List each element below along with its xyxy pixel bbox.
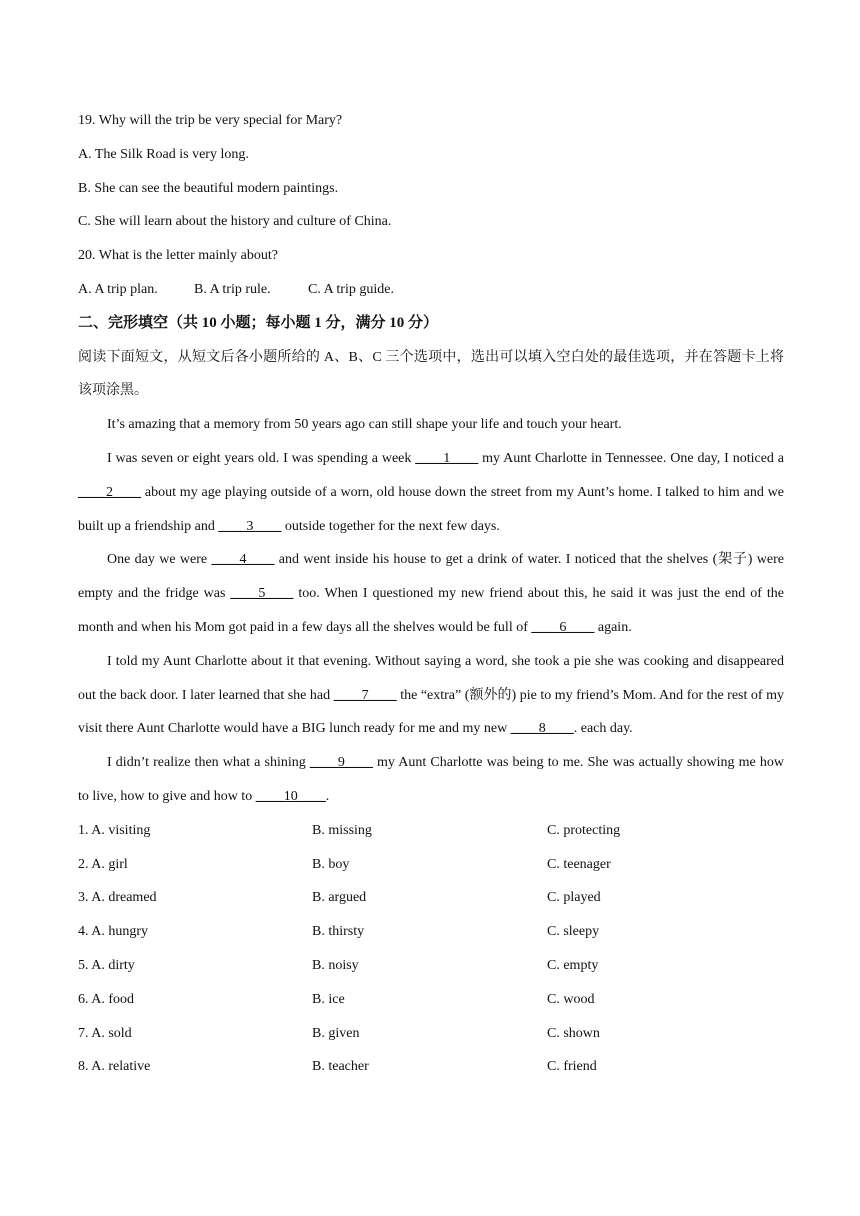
blank-7: ____7____	[333, 687, 397, 703]
passage-text: my Aunt Charlotte in Tennessee. One day, I noticed a	[478, 450, 785, 466]
passage-text: I was seven or eight years old. I was spending a week	[107, 450, 416, 466]
passage-paragraph-3	[78, 543, 784, 644]
option-row	[78, 949, 784, 983]
option-a: 6. A. food	[78, 991, 134, 1007]
option-c: C. sleepy	[547, 924, 600, 940]
option-c: C. wood	[547, 991, 595, 1007]
passage-text: One day we were	[107, 552, 212, 568]
option-b: B. thirsty	[312, 924, 365, 940]
question-19-option-c: C. She will learn about the history and culture of China.	[78, 214, 392, 230]
passage-paragraph-2	[78, 442, 784, 543]
option-b: B. noisy	[312, 957, 359, 973]
passage-text: . each day.	[573, 721, 633, 737]
question-19-option-a: A. The Silk Road is very long.	[78, 146, 249, 162]
passage-text: outside together for the next few days.	[281, 518, 500, 534]
passage-text: I didn’t realize then what a shining	[107, 755, 310, 771]
passage-text: again.	[594, 619, 632, 635]
option-row	[78, 1017, 784, 1051]
blank-4: ____4____	[211, 552, 275, 568]
blank-2: ____2____	[78, 484, 141, 500]
options-list	[78, 814, 784, 1084]
option-b: B. teacher	[312, 1059, 369, 1075]
option-c: C. played	[547, 890, 601, 906]
option-row	[78, 814, 784, 848]
passage-text: about my age playing outside of a worn, old house down the street from my Aunt’s home. I talked to him and we built up a friendship and	[78, 484, 784, 534]
blank-8: ____8____	[510, 721, 574, 737]
question-19: 19. Why will the trip be very special for Mary?	[78, 113, 343, 128]
option-b: B. ice	[312, 991, 345, 1007]
option-c: C. shown	[547, 1025, 600, 1041]
blank-5: ____5____	[230, 586, 294, 602]
blank-6: ____6____	[531, 619, 595, 635]
option-a: 3. A. dreamed	[78, 890, 157, 906]
option-b: B. given	[312, 1025, 360, 1041]
question-20-option-c: C. A trip guide.	[308, 281, 394, 297]
option-c: C. empty	[547, 957, 599, 973]
blank-1: ____1____	[415, 450, 479, 466]
passage-text: I told my Aunt Charlotte about it that evening. Without saying a word, she took a pie she was cooking and disappeared out the back door. I later learned that she had	[78, 653, 784, 703]
blank-10: ____10____	[255, 788, 326, 804]
option-row	[78, 848, 784, 882]
option-a: 2. A. girl	[78, 856, 128, 872]
section-instruction: 阅读下面短文，从短文后各小题所给的 A、B、C 三个选项中，选出可以填入空白处的最佳选项，并在答题卡上将该项涂黑。	[78, 349, 784, 399]
option-c: C. teenager	[547, 856, 611, 872]
option-c: C. friend	[547, 1059, 597, 1075]
blank-3: ____3____	[218, 518, 282, 534]
question-20: 20. What is the letter mainly about?	[78, 248, 278, 264]
option-a: 4. A. hungry	[78, 924, 148, 940]
passage-text: the “extra” (额外的) pie to my friend’s Mom. And for the rest of my visit there Aunt Charlotte would have a BIG lunch ready for me and my new	[78, 687, 784, 737]
passage-text: my Aunt Charlotte was being to me. She was actually showing me how to live, how to give and how to	[78, 755, 785, 804]
passage-paragraph-1: It’s amazing that a memory from 50 years ago can still shape your life and touch your heart.	[107, 417, 622, 433]
option-b: B. argued	[312, 890, 367, 906]
option-row	[78, 1050, 784, 1084]
question-20-option-a: A. A trip plan.	[78, 281, 158, 297]
document-page	[78, 104, 784, 1084]
option-a: 8. A. relative	[78, 1059, 151, 1075]
option-row	[78, 983, 784, 1017]
option-a: 1. A. visiting	[78, 822, 151, 838]
option-b: B. boy	[312, 856, 350, 872]
passage-paragraph-5	[78, 746, 784, 814]
option-a: 7. A. sold	[78, 1025, 132, 1041]
question-20-option-b: B. A trip rule.	[194, 281, 271, 297]
blank-9: ____9____	[309, 755, 373, 771]
question-20-options	[78, 273, 784, 307]
option-c: C. protecting	[547, 822, 621, 838]
option-a: 5. A. dirty	[78, 957, 135, 973]
passage-text: too. When I questioned my new friend about this, he said it was just the end of the month and when his Mom got paid in a few days all the shelves would be full of	[78, 586, 784, 635]
option-b: B. missing	[312, 822, 372, 838]
section-title: 二、完形填空（共 10 小题；每小题 1 分，满分 10 分）	[78, 314, 439, 331]
passage-text: .	[325, 788, 330, 804]
passage-paragraph-4	[78, 645, 784, 746]
passage-text: and went inside his house to get a drink of water. I noticed that the shelves (架子) were empty and the fridge was	[78, 552, 785, 602]
option-row	[78, 915, 784, 949]
option-row	[78, 881, 784, 915]
question-19-option-b: B. She can see the beautiful modern paintings.	[78, 180, 339, 196]
